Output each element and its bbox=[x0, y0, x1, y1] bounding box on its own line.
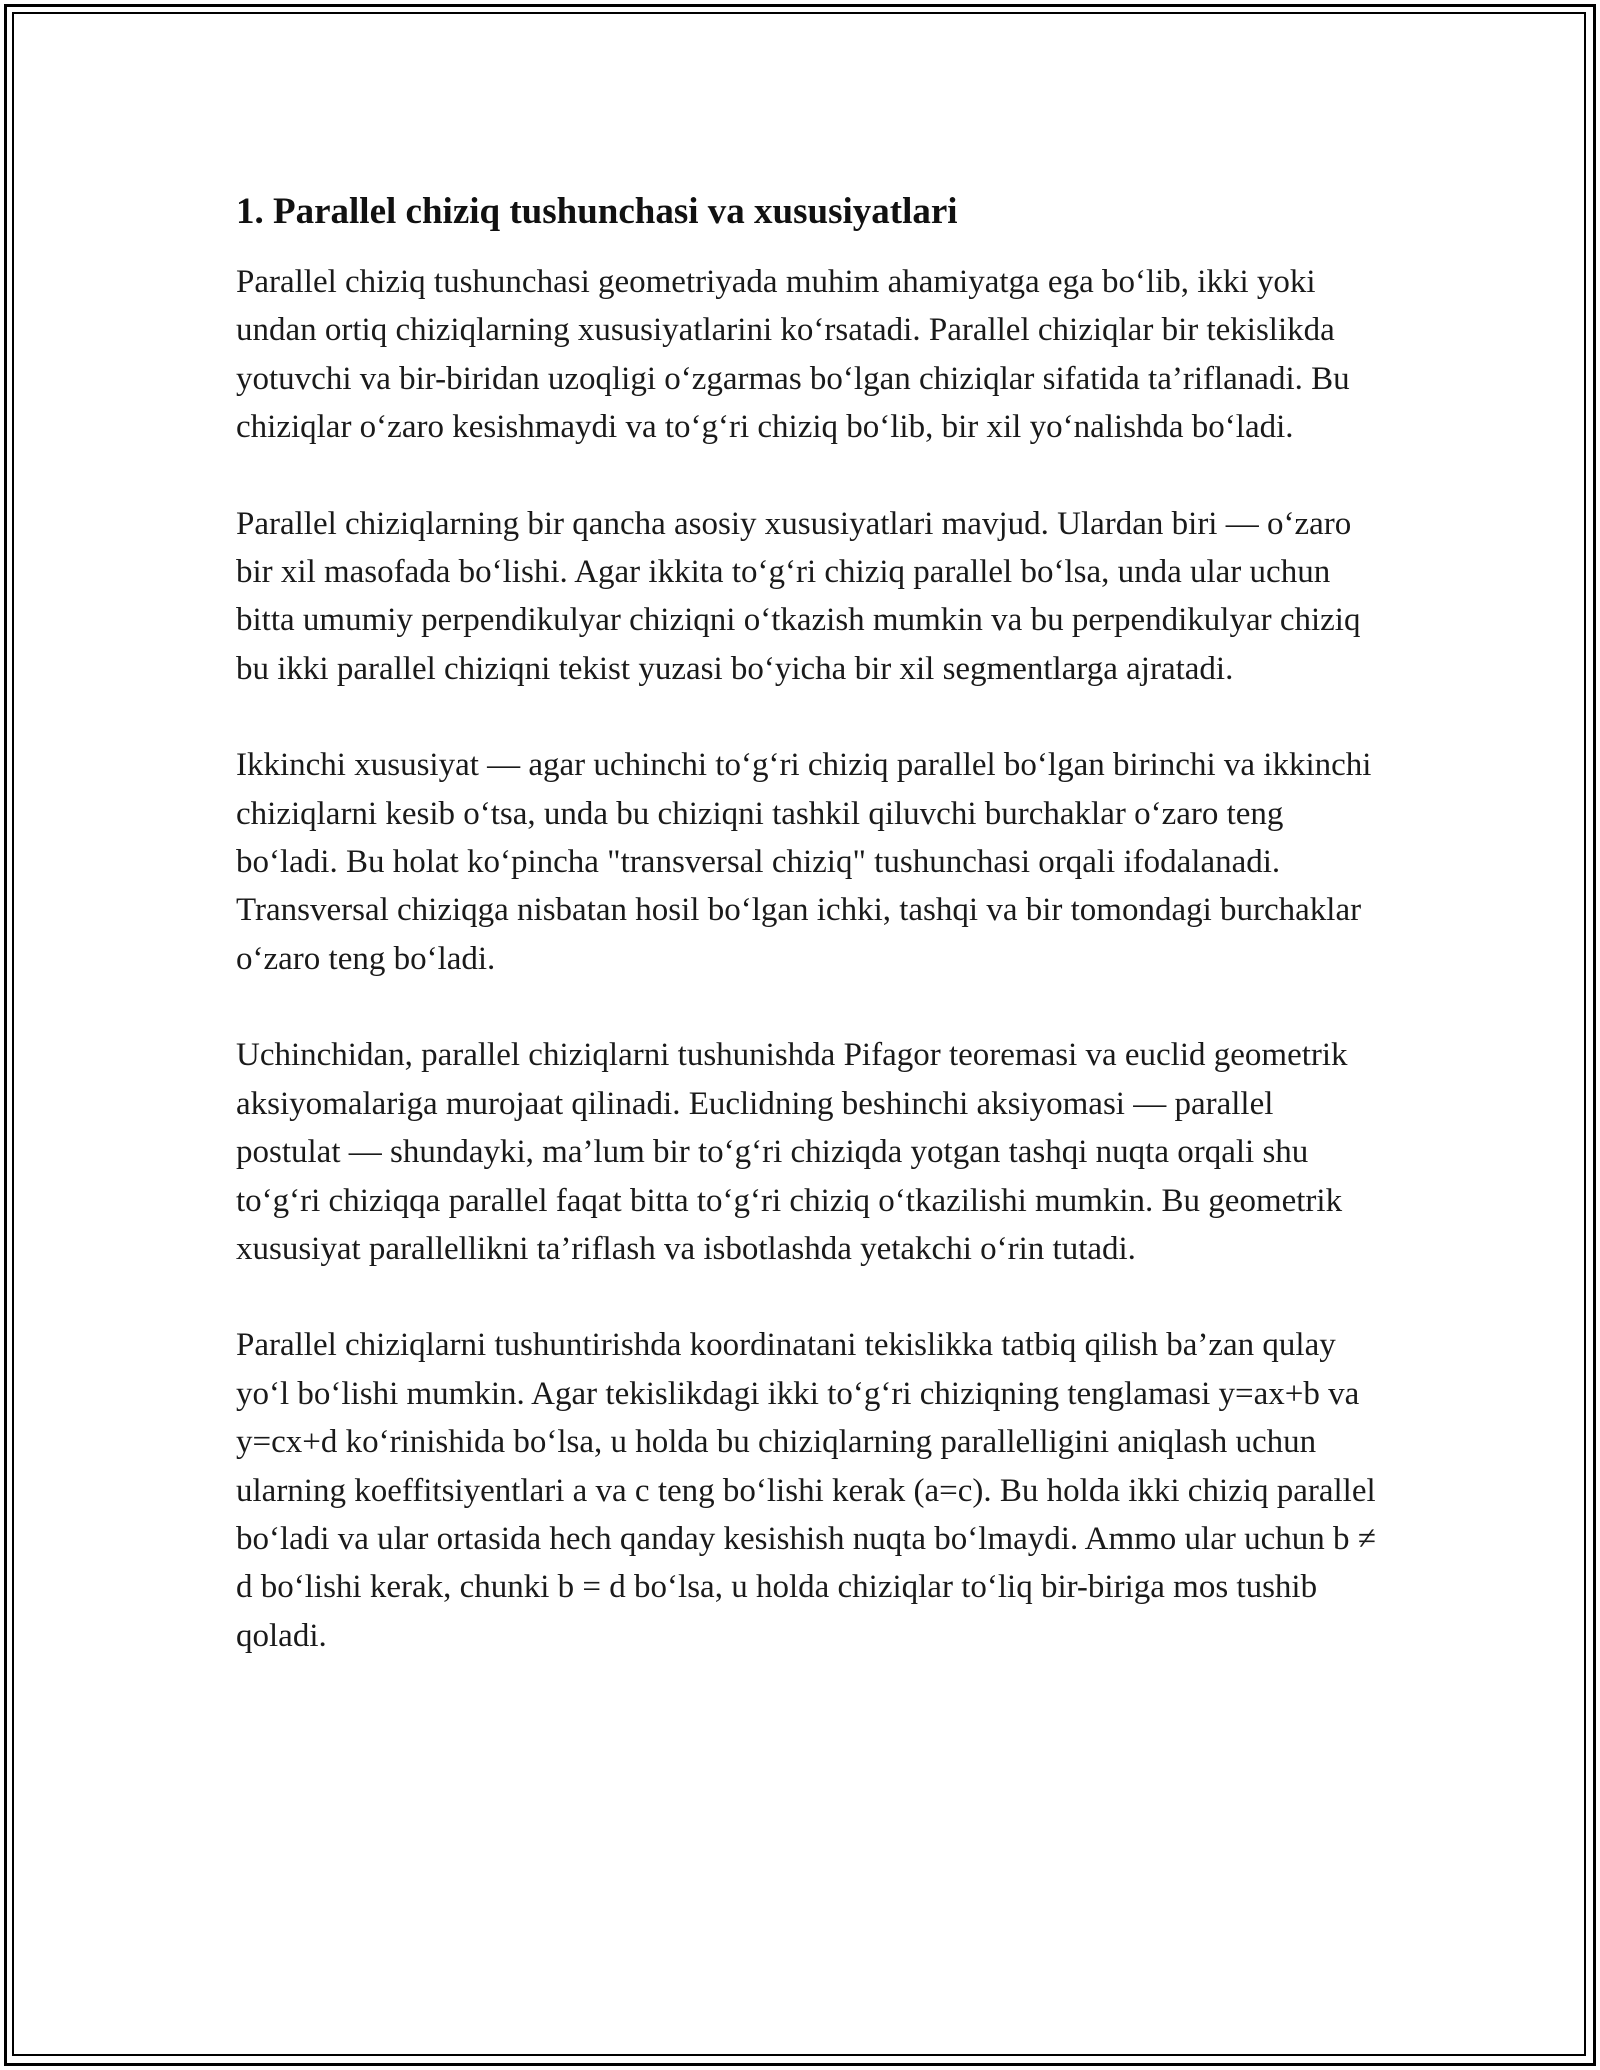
document-body bbox=[236, 188, 1376, 1708]
paragraph-4: Uchinchidan, parallel chiziqlarni tushunishda Pifagor teoremasi va euclid geometrik aksiyomalariga murojaat qilinadi. Euclidning beshinchi aksiyomasi — parallel postulat — shundayki, ma’lum bir to‘g‘ri chiziqda yotgan tashqi nuqta orqali shu to‘g‘ri chiziqqa parallel faqat bitta to‘g‘ri chiziq o‘tkazilishi mumkin. Bu geometrik xususiyat parallellikni ta’riflash va isbotlashda yetakchi o‘rin tutadi. bbox=[236, 1037, 1348, 1267]
paragraph-1: Parallel chiziq tushunchasi geometriyada muhim ahamiyatga ega bo‘lib, ikki yoki undan ortiq chiziqlarning xususiyatlarini ko‘rsatadi. Parallel chiziqlar bir tekislikda yotuvchi va bir-biridan uzoqligi o‘zgarmas bo‘lgan chiziqlar sifatida ta’riflanadi. Bu chiziqlar o‘zaro kesishmaydi va to‘g‘ri chiziq bo‘lib, bir xil yo‘nalishda bo‘ladi. bbox=[236, 264, 1350, 446]
section-heading: 1. Parallel chiziq tushunchasi va xususiyatlari bbox=[236, 191, 958, 232]
paragraph-2: Parallel chiziqlarning bir qancha asosiy xususiyatlari mavjud. Ulardan biri — o‘zaro bir xil masofada bo‘lishi. Agar ikkita to‘g‘ri chiziq parallel bo‘lsa, unda ular uchun bitta umumiy perpendikulyar chiziqni o‘tkazish mumkin va bu perpendikulyar chiziq bu ikki parallel chiziqni tekist yuzasi bo‘yicha bir xil segmentlarga ajratadi. bbox=[236, 505, 1361, 687]
paragraph-5: Parallel chiziqlarni tushuntirishda koordinatani tekislikka tatbiq qilish ba’zan qulay yo‘l bo‘lishi mumkin. Agar tekislikdagi ikki to‘g‘ri chiziqning tenglamasi y=ax+b va y=cx+d ko‘rinishida bo‘lsa, u holda bu chiziqlarning parallelligini aniqlash uchun ularning koeffitsiyentlari a va c teng bo‘lishi kerak (a=c). Bu holda ikki chiziq parallel bo‘ladi va ular ortasida hech qanday kesishish nuqta bo‘lmaydi. Ammo ular uchun b ≠ d bo‘lishi kerak, chunki b = d bo‘lsa, u holda chiziqlar to‘liq bir-biriga mos tushib qoladi. bbox=[236, 1327, 1376, 1654]
paragraph-3: Ikkinchi xususiyat — agar uchinchi to‘g‘ri chiziq parallel bo‘lgan birinchi va ikkinchi chiziqlarni kesib o‘tsa, unda bu chiziqni tashkil qiluvchi burchaklar o‘zaro teng bo‘ladi. Bu holat ko‘pincha "transversal chiziq" tushunchasi orqali ifodalanadi. Transversal chiziqga nisbatan hosil bo‘lgan ichki, tashqi va bir tomondagi burchaklar o‘zaro teng bo‘ladi. bbox=[236, 747, 1372, 977]
